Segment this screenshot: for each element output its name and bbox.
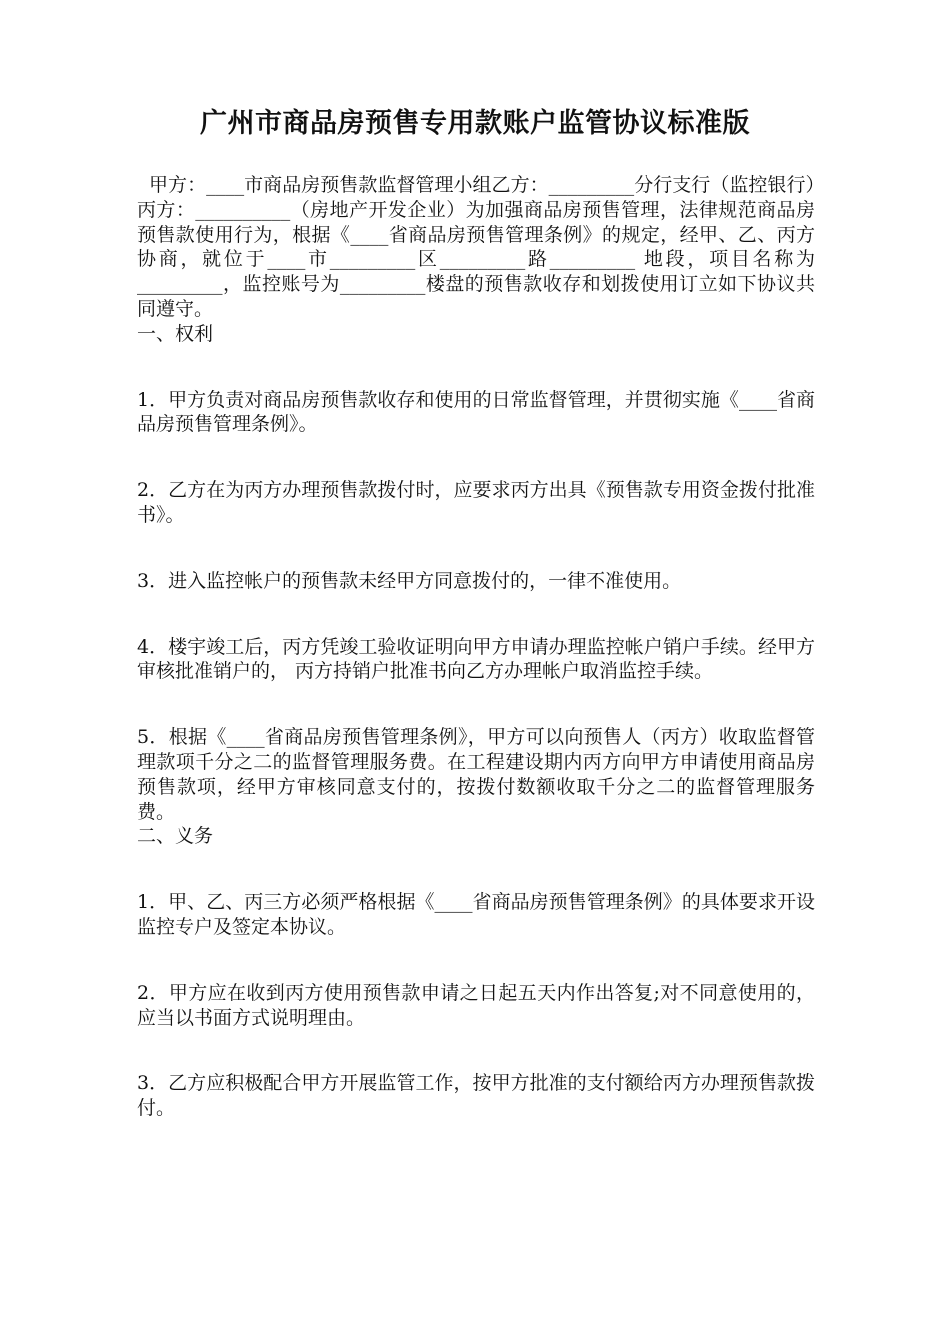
rights-item-2: 2．乙方在为丙方办理预售款拨付时，应要求丙方出具《预售款专用资金拨付批准书》。: [137, 479, 815, 526]
section-heading-obligations: 二、义务: [137, 825, 214, 848]
document-title: 广州市商品房预售专用款账户监管协议标准版: [200, 108, 750, 139]
section-heading-rights: 一、权利: [137, 322, 214, 345]
rights-item-5: 5．根据《____省商品房预售管理条例》，甲方可以向预售人（丙方）收取监督管理款项千分之二的监督管理服务费。在工程建设期内丙方向甲方申请使用商品房预售款项，经甲方审核同意支付的，按拨付数额收取千分之二的监督管理服务费。: [137, 726, 815, 823]
obligations-item-3: 3．乙方应积极配合甲方开展监管工作，按甲方批准的支付额给丙方办理预售款拨付。: [137, 1072, 815, 1120]
obligations-item-2: 2．甲方应在收到丙方使用预售款申请之日起五天内作出答复;对不同意使用的，应当以书面方式说明理由。: [137, 981, 815, 1029]
intro-paragraph: 甲方：____市商品房预售款监督管理小组乙方：_________分行支行（监控银行）丙方：__________（房地产开发企业）为加强商品房预售管理，法律规范商品房预售款使用行为，根据《____省商品房预售管理条例》的规定，经甲、乙、丙方协商，就位于____市_________区_________路_________ 地段，项目名称为_________，监控账号为_________楼盘的预售款收存和划拨使用订立如下协议共同遵守。: [137, 174, 815, 320]
document-body: [137, 173, 815, 1121]
rights-item-1: 1．甲方负责对商品房预售款收存和使用的日常监督管理，并贯彻实施《____省商品房预售管理条例》。: [137, 388, 815, 436]
rights-item-3: 3．进入监控帐户的预售款未经甲方同意拨付的，一律不准使用。: [137, 569, 682, 592]
obligations-item-1: 1．甲、乙、丙三方必须严格根据《____省商品房预售管理条例》的具体要求开设监控专户及签定本协议。: [137, 891, 815, 938]
rights-item-4: 4．楼宇竣工后，丙方凭竣工验收证明向甲方申请办理监控帐户销户手续。经甲方审核批准销户的， 丙方持销户批准书向乙方办理帐户取消监控手续。: [137, 635, 815, 683]
